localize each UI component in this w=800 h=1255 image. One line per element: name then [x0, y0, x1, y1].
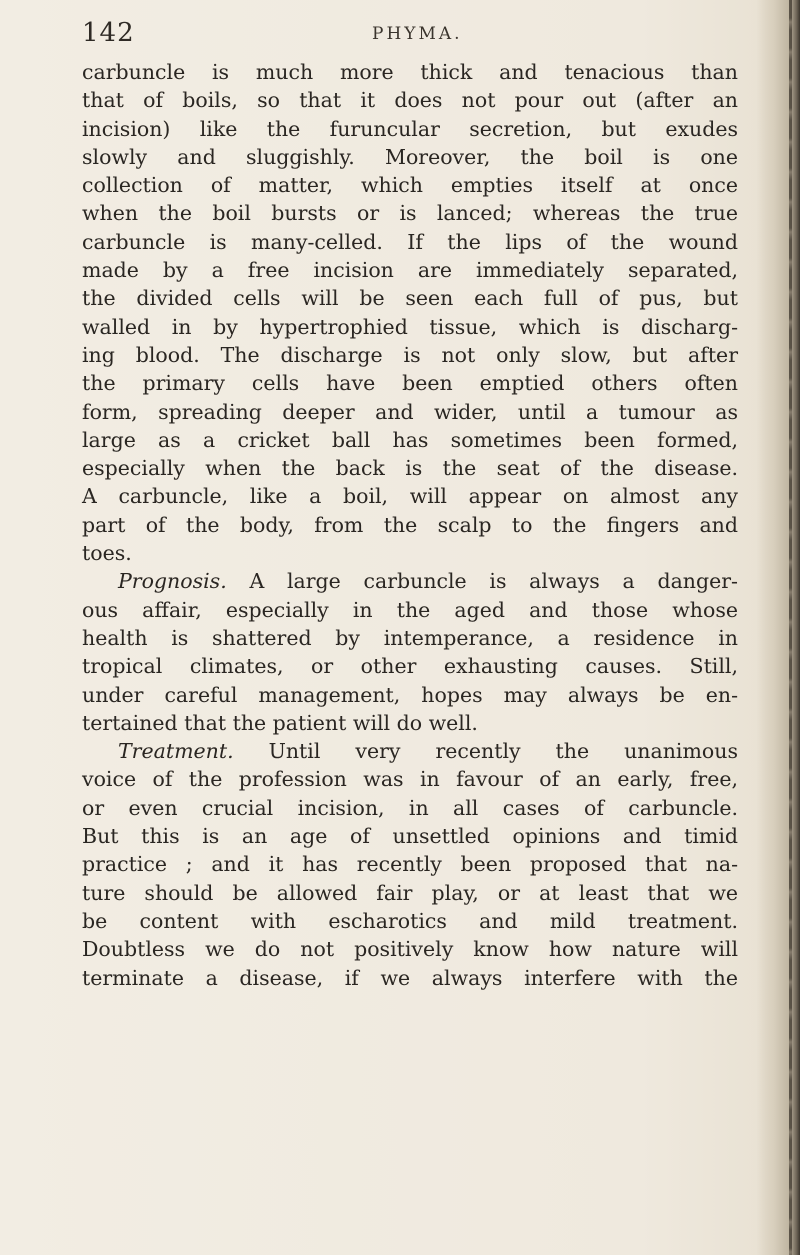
text-line: be content with escharotics and mild treatment.: [82, 908, 738, 933]
text-line: carbuncle is much more thick and tenacious than: [82, 60, 738, 84]
text-line: ing blood. The discharge is not only slow, but after: [82, 342, 738, 367]
text-line: made by a free incision are immediately separated,: [82, 258, 738, 283]
text-line: or even crucial incision, in all cases of carbuncle.: [82, 795, 738, 820]
text-line: the primary cells have been emptied others often: [82, 371, 738, 396]
text-line: carbuncle is many-celled. If the lips of the wound: [82, 229, 738, 254]
paragraph-first-line: [82, 737, 738, 765]
binding-edge: [789, 0, 792, 1255]
text-line: walled in by hypertrophied tissue, which is discharg-: [82, 314, 738, 339]
paragraph-first-line: [82, 567, 738, 595]
running-head: PHYMA.: [372, 24, 463, 44]
text-line: that of boils, so that it does not pour out (after an: [82, 88, 738, 113]
text-line: toes.: [82, 541, 132, 566]
page-gutter-shadow: [756, 0, 800, 1255]
section-heading-prognosis: Prognosis.: [118, 569, 227, 594]
page-header: [82, 18, 722, 58]
text-line: when the boil bursts or is lanced; whereas the true: [82, 201, 738, 226]
page-number: 142: [82, 18, 135, 48]
text-line: slowly and sluggishly. Moreover, the boil is one: [82, 144, 738, 169]
text-line: tropical climates, or other exhausting causes. Still,: [82, 654, 738, 679]
text-line: part of the body, from the scalp to the fingers and: [82, 512, 738, 537]
text-line: especially when the back is the seat of the disease.: [82, 456, 738, 481]
text-line: But this is an age of unsettled opinions and timid: [82, 824, 738, 849]
text-line: ture should be allowed fair play, or at least that we: [82, 880, 738, 905]
text-line: the divided cells will be seen each full of pus, but: [82, 286, 738, 311]
body-text: [82, 58, 738, 992]
text-line: terminate a disease, if we always interfere with the: [82, 965, 738, 990]
text-line: health is shattered by intemperance, a residence in: [82, 625, 738, 650]
text-line: under careful management, hopes may always be en-: [82, 682, 738, 707]
text-line: incision) like the furuncular secretion, but exudes: [82, 116, 738, 141]
text-line: Doubtless we do not positively know how nature will: [82, 937, 738, 962]
text-line: A carbuncle, like a boil, will appear on almost any: [82, 484, 738, 509]
text-fragment: Until very recently the unanimous: [268, 739, 738, 764]
text-line: ous affair, especially in the aged and those whose: [82, 597, 738, 622]
text-line: practice ; and it has recently been proposed that na-: [82, 852, 738, 877]
text-line: large as a cricket ball has sometimes been formed,: [82, 427, 738, 452]
text-line: tertained that the patient will do well.: [82, 710, 478, 735]
section-heading-treatment: Treatment.: [118, 739, 234, 764]
text-line: form, spreading deeper and wider, until a tumour as: [82, 399, 738, 424]
text-fragment: A large carbuncle is always a danger-: [249, 569, 738, 594]
text-line: voice of the profession was in favour of an early, free,: [82, 767, 738, 792]
text-line: collection of matter, which empties itself at once: [82, 173, 738, 198]
